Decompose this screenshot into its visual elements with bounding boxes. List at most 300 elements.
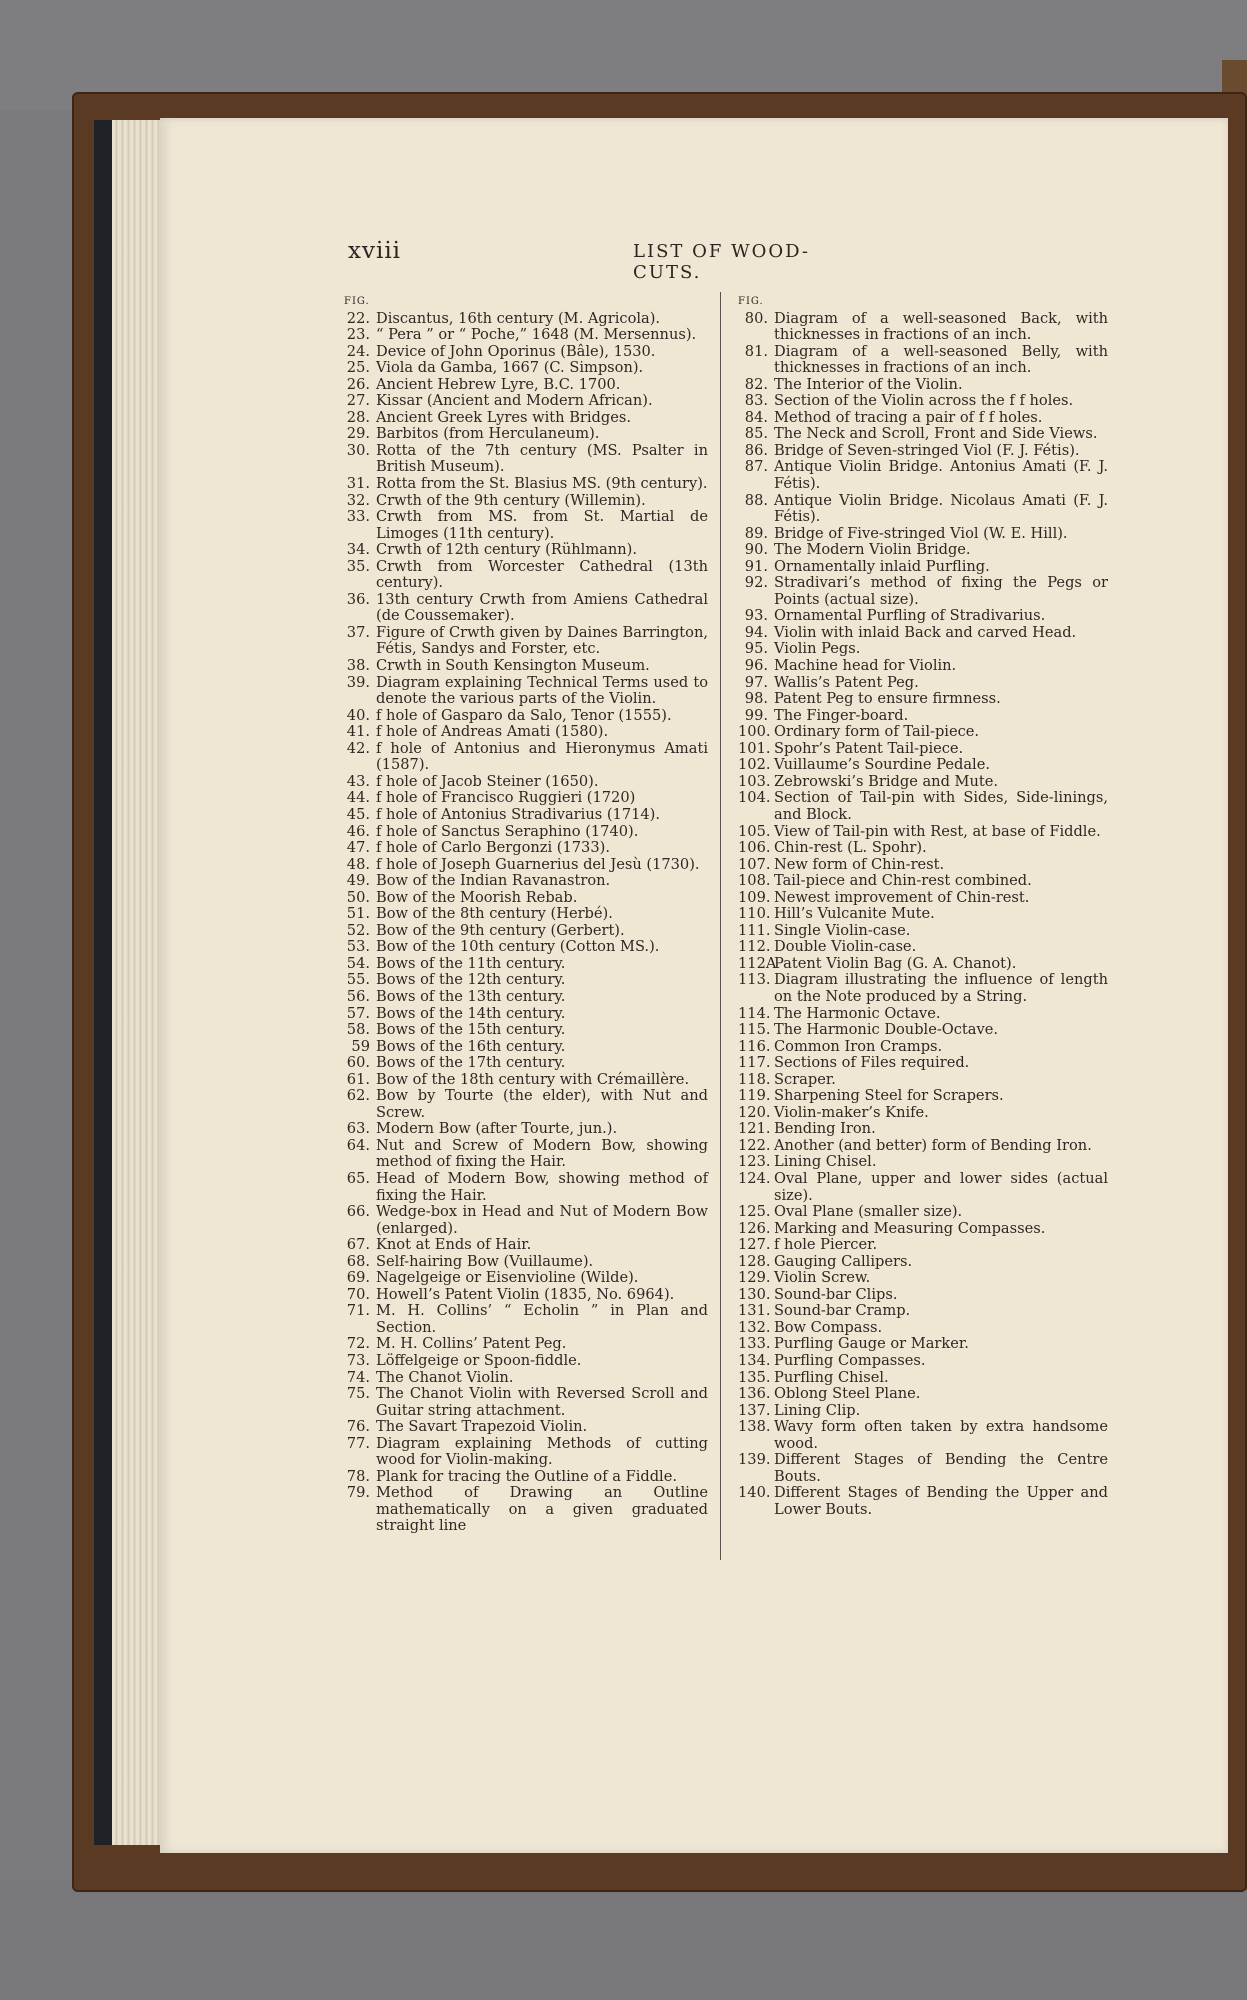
fig-number: 110. (738, 905, 771, 923)
fig-caption: M. H. Collins’ Patent Peg. (376, 1335, 567, 1353)
list-item (344, 1370, 708, 1387)
fig-caption: Bows of the 14th century. (376, 1004, 566, 1022)
fig-caption: Sound-bar Cramp. (774, 1302, 911, 1320)
list-item (344, 1204, 708, 1237)
list-item (344, 1469, 708, 1486)
list-item (738, 1353, 1108, 1370)
fig-caption: Wavy form often taken by extra handsome wood. (774, 1418, 1108, 1452)
fig-number: 81. (744, 342, 768, 360)
fig-number: 64. (346, 1136, 370, 1154)
list-item (344, 1022, 708, 1039)
list-item (344, 625, 708, 658)
list-item (738, 1303, 1108, 1320)
fig-caption: Hill’s Vulcanite Mute. (774, 905, 935, 923)
fig-number: 126. (738, 1219, 771, 1237)
fig-caption: Diagram of a well-seasoned Back, with thicknesses in fractions of an inch. (774, 309, 1108, 344)
list-item (738, 1121, 1108, 1138)
fig-caption: Sharpening Steel for Scrapers. (774, 1087, 1004, 1105)
fig-caption: The Harmonic Double-Octave. (774, 1021, 999, 1039)
fig-caption: Bows of the 16th century. (376, 1037, 566, 1055)
fig-caption: Violin Pegs. (774, 640, 861, 658)
fig-caption: Method of Drawing an Outline mathematically on a given graduated straight line (376, 1484, 708, 1535)
list-item (738, 708, 1108, 725)
page-header (348, 238, 878, 283)
fig-number: 99. (744, 706, 768, 724)
fig-caption: Marking and Measuring Compasses. (774, 1219, 1046, 1237)
list-item (344, 989, 708, 1006)
fig-number: 25. (346, 359, 370, 377)
fig-number: 85. (744, 425, 768, 443)
list-item (738, 1237, 1108, 1254)
list-item (738, 757, 1108, 774)
fig-number: 124. (738, 1169, 771, 1187)
fig-caption: Wedge-box in Head and Nut of Modern Bow (enlarged). (376, 1203, 708, 1237)
fig-number: 69. (346, 1269, 370, 1287)
list-item (344, 675, 708, 708)
fig-caption: Kissar (Ancient and Modern African). (376, 392, 653, 410)
fig-caption: f hole of Carlo Bergonzi (1733). (376, 839, 610, 857)
page-title: LIST OF WOOD-CUTS. (633, 241, 810, 283)
fig-label: FIG. (344, 296, 370, 307)
list-item (738, 1055, 1108, 1072)
fig-caption: f hole of Francisco Ruggieri (1720) (376, 789, 636, 807)
fig-caption: Zebrowski’s Bridge and Mute. (774, 772, 999, 790)
fig-number: 30. (346, 441, 370, 459)
fig-number: 34. (346, 541, 370, 559)
fig-number: 135. (738, 1368, 771, 1386)
fig-number: 103. (738, 772, 771, 790)
list-item (344, 542, 708, 559)
fig-number: 70. (346, 1285, 370, 1303)
fig-number: 54. (346, 954, 370, 972)
fig-caption: Plank for tracing the Outline of a Fiddle. (376, 1467, 677, 1485)
fig-caption: Barbitos (from Herculaneum). (376, 425, 600, 443)
list-item (344, 906, 708, 923)
fig-label: FIG. (738, 296, 764, 307)
fig-caption: The Chanot Violin with Reversed Scroll and Guitar string attachment. (376, 1385, 708, 1419)
list-item (738, 1006, 1108, 1023)
fig-caption: Wallis’s Patent Peg. (774, 673, 919, 691)
fig-number: 83. (744, 392, 768, 410)
fig-caption: Diagram illustrating the influence of length on the Note produced by a String. (774, 971, 1108, 1005)
fig-number: 46. (346, 822, 370, 840)
fig-caption: f hole of Andreas Amati (1580). (376, 723, 609, 741)
fig-caption: Bridge of Seven-stringed Viol (F. J. Fétis). (774, 441, 1080, 459)
fig-caption: Modern Bow (after Tourte, jun.). (376, 1120, 618, 1138)
fig-number: 72. (346, 1335, 370, 1353)
fig-number: 128. (738, 1252, 771, 1270)
list-item (738, 1088, 1108, 1105)
list-item (738, 1204, 1108, 1221)
fig-caption: Gauging Callipers. (774, 1252, 913, 1270)
fig-number: 96. (744, 657, 768, 675)
fig-caption: Method of tracing a pair of f f holes. (774, 408, 1043, 426)
list-item (738, 608, 1108, 625)
fig-number: 100. (738, 723, 771, 741)
list-item (738, 857, 1108, 874)
fig-number: 98. (744, 690, 768, 708)
fig-number: 89. (744, 524, 768, 542)
fig-caption: “ Pera ” or “ Poche,” 1648 (M. Mersennus). (376, 326, 697, 344)
list-item (738, 774, 1108, 791)
list-item (738, 724, 1108, 741)
fig-caption: New form of Chin-rest. (774, 855, 945, 873)
fig-number: 82. (744, 375, 768, 393)
list-item (738, 377, 1108, 394)
fig-caption: Bow of the 10th century (Cotton MS.). (376, 938, 660, 956)
fig-number: 61. (346, 1070, 370, 1088)
fig-number: 66. (346, 1203, 370, 1221)
fig-number: 59 (351, 1037, 370, 1055)
list-item (344, 956, 708, 973)
fig-number: 122. (738, 1136, 771, 1154)
fig-number: 26. (346, 375, 370, 393)
list-item (344, 708, 708, 725)
fig-caption: Bow of the 8th century (Herbé). (376, 905, 613, 923)
list-item (738, 923, 1108, 940)
fig-caption: Vuillaume’s Sourdine Pedale. (774, 756, 990, 774)
list-item (738, 1287, 1108, 1304)
column-divider (720, 292, 721, 1560)
list-item (738, 1072, 1108, 1089)
fig-caption: Violin-maker’s Knife. (774, 1103, 929, 1121)
list-item (738, 1138, 1108, 1155)
fig-number: 111. (738, 921, 771, 939)
fig-caption: Bows of the 17th century. (376, 1054, 566, 1072)
list-item (344, 1386, 708, 1419)
fig-caption: The Harmonic Octave. (774, 1004, 941, 1022)
fig-number: 55. (346, 971, 370, 989)
fig-caption: Purfling Gauge or Marker. (774, 1335, 969, 1353)
fig-number: 108. (738, 872, 771, 890)
fig-caption: Bow of the Moorish Rebab. (376, 888, 578, 906)
fig-number: 42. (346, 739, 370, 757)
fig-caption: Howell’s Patent Violin (1835, No. 6964). (376, 1285, 675, 1303)
fig-number: 109. (738, 888, 771, 906)
fig-number: 28. (346, 408, 370, 426)
fig-caption: Crwth of 12th century (Rühlmann). (376, 541, 637, 559)
fig-number: 35. (346, 557, 370, 575)
list-item (344, 1336, 708, 1353)
fig-number: 138. (738, 1418, 771, 1436)
fig-number: 105. (738, 822, 771, 840)
fig-caption: Crwth of the 9th century (Willemin). (376, 491, 646, 509)
list-item (738, 972, 1108, 1005)
fig-number: 117. (738, 1054, 771, 1072)
fig-caption: Nagelgeige or Eisenvioline (Wilde). (376, 1269, 639, 1287)
fig-number: 131. (738, 1302, 771, 1320)
fig-number: 56. (346, 987, 370, 1005)
fig-caption: Lining Chisel. (774, 1153, 877, 1171)
list-item (344, 1485, 708, 1535)
fig-number: 27. (346, 392, 370, 410)
list-item (738, 741, 1108, 758)
fig-caption: Rotta of the 7th century (MS. Psalter in British Museum). (376, 441, 708, 476)
list-item (738, 658, 1108, 675)
fig-caption: Spohr’s Patent Tail-piece. (774, 739, 964, 757)
fig-number: 123. (738, 1153, 771, 1171)
fig-number: 86. (744, 441, 768, 459)
fig-caption: M. H. Collins’ “ Echolin ” in Plan and Section. (376, 1302, 708, 1336)
list-item (738, 1386, 1108, 1403)
fig-caption: Purfling Chisel. (774, 1368, 889, 1386)
fig-number: 127. (738, 1236, 771, 1254)
list-item (344, 724, 708, 741)
fig-caption: Common Iron Cramps. (774, 1037, 943, 1055)
fig-number: 137. (738, 1401, 771, 1419)
fig-caption: Bridge of Five-stringed Viol (W. E. Hill). (774, 524, 1068, 542)
fig-caption: Bows of the 15th century. (376, 1021, 566, 1039)
fig-number: 90. (744, 541, 768, 559)
list-item (738, 906, 1108, 923)
fig-caption: f hole of Joseph Guarnerius del Jesù (1730). (376, 855, 700, 873)
list-item (344, 1055, 708, 1072)
list-item (344, 443, 708, 476)
list-item (344, 939, 708, 956)
fig-caption: Bows of the 11th century. (376, 954, 566, 972)
list-item (344, 840, 708, 857)
fig-number: 91. (744, 557, 768, 575)
list-item (738, 641, 1108, 658)
fig-number: 97. (744, 673, 768, 691)
fig-number: 62. (346, 1087, 370, 1105)
fig-number: 76. (346, 1418, 370, 1436)
fig-caption: Diagram explaining Methods of cutting wood for Violin-making. (376, 1434, 708, 1469)
fig-caption: 13th century Crwth from Amiens Cathedral (de Coussemaker). (376, 590, 708, 625)
fig-caption: Purfling Compasses. (774, 1352, 926, 1369)
list-item (344, 1039, 708, 1056)
list-item (738, 1336, 1108, 1353)
fig-number: 73. (346, 1352, 370, 1369)
list-item (738, 393, 1108, 410)
fig-number: 53. (346, 938, 370, 956)
fig-caption: Oval Plane (smaller size). (774, 1203, 963, 1221)
fig-number: 95. (744, 640, 768, 658)
fig-number: 75. (346, 1385, 370, 1403)
fig-caption: f hole Piercer. (774, 1236, 878, 1254)
fig-caption: f hole of Jacob Steiner (1650). (376, 772, 599, 790)
page-number: xviii (348, 238, 402, 264)
fig-number: 113. (738, 971, 771, 989)
list-item (738, 956, 1108, 973)
fig-caption: Tail-piece and Chin-rest combined. (774, 872, 1032, 890)
fig-number: 43. (346, 772, 370, 790)
fig-caption: Sound-bar Clips. (774, 1285, 898, 1303)
list-item (344, 592, 708, 625)
list-item (344, 857, 708, 874)
fig-number: 120. (738, 1103, 771, 1121)
fig-number: 49. (346, 872, 370, 890)
fig-number: 58. (346, 1021, 370, 1039)
fig-caption: Antique Violin Bridge. Antonius Amati (F. J. Fétis). (774, 458, 1108, 493)
fig-caption: Sections of Files required. (774, 1054, 970, 1072)
fig-caption: Device of John Oporinus (Bâle), 1530. (376, 342, 656, 360)
fig-number: 125. (738, 1203, 771, 1221)
fig-caption: Nut and Screw of Modern Bow, showing method of fixing the Hair. (376, 1136, 708, 1171)
list-item (738, 542, 1108, 559)
fig-number: 74. (346, 1368, 370, 1386)
fig-number: 112. (738, 938, 771, 956)
fig-caption: Discantus, 16th century (M. Agricola). (376, 309, 661, 327)
fig-caption: Stradivari’s method of fixing the Pegs or Points (actual size). (774, 574, 1108, 608)
fig-caption: Different Stages of Bending the Centre Bouts. (774, 1451, 1108, 1485)
fig-caption: Ornamentally inlaid Purfling. (774, 557, 990, 575)
fig-number: 37. (346, 623, 370, 641)
list-item (344, 509, 708, 542)
list-item (738, 311, 1108, 344)
list-item (738, 1171, 1108, 1204)
list-item (344, 1419, 708, 1436)
list-item (738, 1270, 1108, 1287)
list-item (738, 410, 1108, 427)
list-item (344, 923, 708, 940)
fig-number: 60. (346, 1054, 370, 1072)
fig-number: 40. (346, 706, 370, 724)
list-item (344, 344, 708, 361)
fig-caption: Bow of the 18th century with Crémaillère. (376, 1070, 690, 1088)
fig-number: 114. (738, 1004, 771, 1022)
fig-caption: Bending Iron. (774, 1120, 876, 1138)
list-item (738, 426, 1108, 443)
fig-caption: Knot at Ends of Hair. (376, 1236, 532, 1254)
fig-number: 87. (744, 458, 768, 476)
fig-number: 116. (738, 1037, 771, 1055)
fig-number: 51. (346, 905, 370, 923)
list-item (738, 1221, 1108, 1238)
list-item (738, 1370, 1108, 1387)
fig-number: 140. (738, 1484, 771, 1502)
fig-number: 31. (346, 475, 370, 493)
fig-caption: f hole of Antonius and Hieronymus Amati (1587). (376, 739, 708, 774)
list-item (738, 1452, 1108, 1485)
list-item (738, 559, 1108, 576)
list-item (344, 476, 708, 493)
fig-caption: The Savart Trapezoid Violin. (376, 1418, 588, 1436)
fig-caption: f hole of Antonius Stradivarius (1714). (376, 805, 661, 823)
list-item (344, 1287, 708, 1304)
fig-number: 65. (346, 1169, 370, 1187)
fig-caption: Patent Peg to ensure firmness. (774, 690, 1001, 708)
fig-number: 107. (738, 855, 771, 873)
list-item (738, 691, 1108, 708)
list-item (344, 559, 708, 592)
fig-caption: Newest improvement of Chin-rest. (774, 888, 1030, 906)
fig-caption: Lining Clip. (774, 1401, 861, 1419)
fig-caption: Chin-rest (L. Spohr). (774, 839, 927, 857)
list-item (738, 1403, 1108, 1420)
list-item (344, 1353, 708, 1370)
fig-number: 57. (346, 1004, 370, 1022)
fig-number: 118. (738, 1070, 771, 1088)
left-column (344, 294, 708, 1535)
fig-caption: Bows of the 13th century. (376, 987, 566, 1005)
list-item (738, 824, 1108, 841)
fig-caption: f hole of Sanctus Seraphino (1740). (376, 822, 639, 840)
fig-number: 84. (744, 408, 768, 426)
fig-caption: Different Stages of Bending the Upper and Lower Bouts. (774, 1484, 1108, 1518)
fig-number: 133. (738, 1335, 771, 1353)
fig-caption: Figure of Crwth given by Daines Barrington, Fétis, Sandys and Forster, etc. (376, 623, 708, 658)
fig-caption: The Chanot Violin. (376, 1368, 514, 1386)
list-item (344, 1006, 708, 1023)
list-item (738, 790, 1108, 823)
list-item (738, 890, 1108, 907)
fig-number: 92. (744, 574, 768, 592)
list-item (738, 344, 1108, 377)
fig-number: 71. (346, 1302, 370, 1320)
list-item (344, 1072, 708, 1089)
fig-caption: Double Violin-case. (774, 938, 917, 956)
fig-caption: Ornamental Purfling of Stradivarius. (774, 607, 1046, 625)
list-item (738, 526, 1108, 543)
list-item (738, 1105, 1108, 1122)
fig-caption: Antique Violin Bridge. Nicolaus Amati (F. J. Fétis). (774, 491, 1108, 526)
fig-caption: Bow of the Indian Ravanastron. (376, 872, 611, 890)
fig-caption: View of Tail-pin with Rest, at base of Fiddle. (774, 822, 1101, 840)
fig-number: 33. (346, 508, 370, 526)
fig-number: 134. (738, 1352, 771, 1369)
fig-caption: Oblong Steel Plane. (774, 1385, 921, 1403)
fig-number: 36. (346, 590, 370, 608)
fig-number: 44. (346, 789, 370, 807)
list-item (738, 873, 1108, 890)
list-item (738, 1154, 1108, 1171)
fig-caption: Bow by Tourte (the elder), with Nut and Screw. (376, 1087, 708, 1121)
fig-caption: Bows of the 12th century. (376, 971, 566, 989)
fig-caption: Section of Tail-pin with Sides, Side-linings, and Block. (774, 789, 1108, 823)
list-item (344, 410, 708, 427)
list-item (344, 873, 708, 890)
fig-number: 67. (346, 1236, 370, 1254)
fig-caption: Ancient Greek Lyres with Bridges. (376, 408, 632, 426)
list-item (344, 327, 708, 344)
fig-number: 78. (346, 1467, 370, 1485)
fig-number: 45. (346, 805, 370, 823)
right-column (738, 294, 1108, 1518)
fig-number: 41. (346, 723, 370, 741)
list-item (344, 774, 708, 791)
fig-caption: Diagram of a well-seasoned Belly, with thicknesses in fractions of an inch. (774, 342, 1108, 377)
list-item (738, 1039, 1108, 1056)
fig-number: 101. (738, 739, 771, 757)
fig-caption: Head of Modern Bow, showing method of fixing the Hair. (376, 1169, 708, 1204)
list-item (344, 790, 708, 807)
fig-caption: Scraper. (774, 1070, 836, 1088)
list-item (344, 807, 708, 824)
list-item (344, 426, 708, 443)
fig-caption: f hole of Gasparo da Salo, Tenor (1555). (376, 706, 672, 724)
fig-number: 50. (346, 888, 370, 906)
list-item (738, 1320, 1108, 1337)
list-item (344, 311, 708, 328)
list-item (344, 972, 708, 989)
fig-number: 104. (738, 789, 771, 807)
fig-number: 48. (346, 855, 370, 873)
list-item (738, 1485, 1108, 1518)
fig-caption: Diagram explaining Technical Terms used to denote the various parts of the Violin. (376, 673, 708, 708)
fig-number: 112A (738, 954, 777, 972)
fig-number: 88. (744, 491, 768, 509)
fig-number: 38. (346, 657, 370, 675)
fig-caption: Ordinary form of Tail-piece. (774, 723, 980, 741)
list-item (344, 360, 708, 377)
fig-caption: Bow of the 9th century (Gerbert). (376, 921, 625, 939)
list-item (738, 443, 1108, 460)
fig-number: 39. (346, 673, 370, 691)
fig-number: 102. (738, 756, 771, 774)
fig-number: 132. (738, 1318, 771, 1336)
photo-backdrop-bottom (0, 1880, 1247, 2000)
